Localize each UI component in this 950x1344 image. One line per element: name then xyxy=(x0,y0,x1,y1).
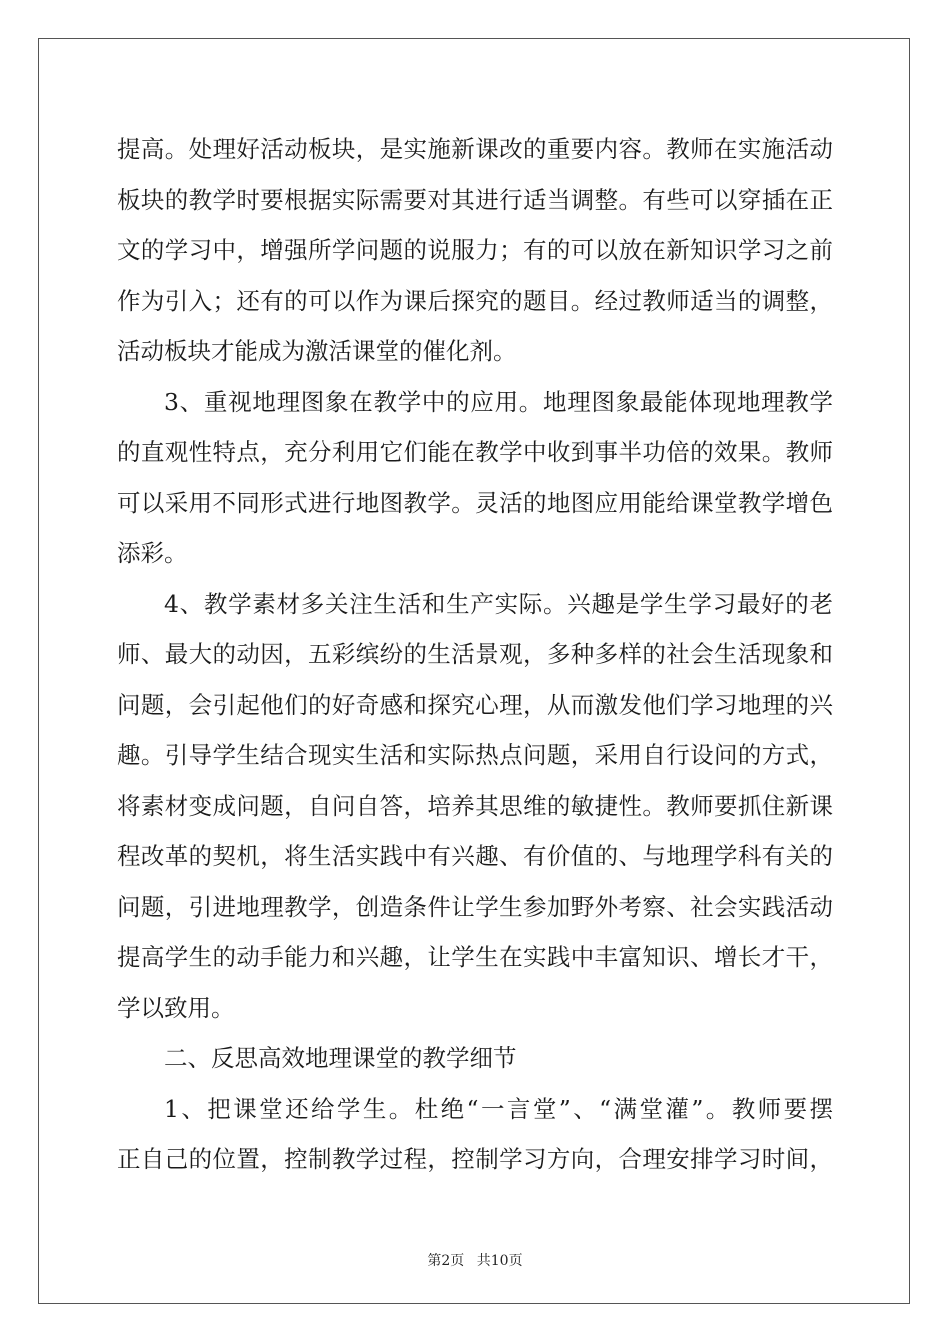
text-line: 问题，会引起他们的好奇感和探究心理，从而激发他们学习地理的兴 xyxy=(117,690,833,719)
section-4-heading-line: 4、教学素材多关注生活和生产实际。兴趣是学生学习最好的老 xyxy=(164,589,833,618)
section-1-heading-line: 1、把课堂还给学生。杜绝“一言堂”、“满堂灌”。教师要摆 xyxy=(164,1094,833,1123)
text-line: 学以致用。 xyxy=(117,993,235,1022)
document-body xyxy=(117,124,833,1185)
text-line: 提高。处理好活动板块，是实施新课改的重要内容。教师在实施活动 xyxy=(117,135,833,163)
text-line: 文的学习中，增强所学问题的说服力；有的可以放在新知识学习之前 xyxy=(117,236,833,264)
text-line: 活动板块才能成为激活课堂的催化剂。 xyxy=(117,337,517,365)
section-heading: 二、反思高效地理课堂的教学细节 xyxy=(164,1044,517,1072)
text-line: 提高学生的动手能力和兴趣，让学生在实践中丰富知识、增长才干， xyxy=(117,943,833,971)
text-line: 作为引入；还有的可以作为课后探究的题目。经过教师适当的调整， xyxy=(117,286,833,315)
page-total: 共10页 xyxy=(476,1253,523,1269)
page-footer xyxy=(0,1250,950,1270)
text-line: 将素材变成问题，自问自答，培养其思维的敏捷性。教师要抓住新课 xyxy=(117,791,833,820)
page-number: 第2页 xyxy=(427,1253,465,1269)
text-line: 趣。引导学生结合现实生活和实际热点问题，采用自行设问的方式， xyxy=(117,741,833,769)
text-line: 可以采用不同形式进行地图教学。灵活的地图应用能给课堂教学增色 xyxy=(117,488,833,517)
text-line: 的直观性特点，充分利用它们能在教学中收到事半功倍的效果。教师 xyxy=(117,438,833,466)
text-line: 板块的教学时要根据实际需要对其进行适当调整。有些可以穿插在正 xyxy=(117,185,833,214)
text-line: 师、最大的动因，五彩缤纷的生活景观，多种多样的社会生活现象和 xyxy=(117,640,833,668)
text-line: 正自己的位置，控制教学过程，控制学习方向，合理安排学习时间， xyxy=(117,1145,833,1173)
text-line: 添彩。 xyxy=(117,539,188,567)
text-line: 问题，引进地理教学，创造条件让学生参加野外考察、社会实践活动 xyxy=(117,892,833,921)
text-line: 程改革的契机，将生活实践中有兴趣、有价值的、与地理学科有关的 xyxy=(117,842,833,870)
section-3-heading-line: 3、重视地理图象在教学中的应用。地理图象最能体现地理教学 xyxy=(164,387,833,416)
